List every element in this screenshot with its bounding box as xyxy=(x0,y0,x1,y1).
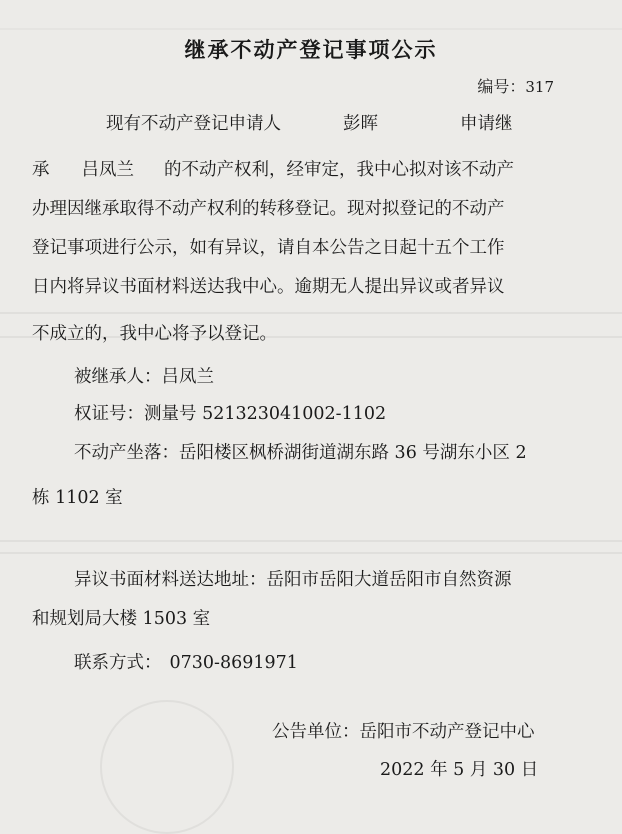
address-value-line1: 岳阳市岳阳大道岳阳市自然资源 xyxy=(266,570,512,590)
body-line-1 xyxy=(106,112,513,136)
issuer-label: 公告单位： xyxy=(272,722,360,742)
decedent-label: 被继承人： xyxy=(74,367,162,387)
faded-seal-shadow xyxy=(100,700,234,834)
inherit-char: 承 xyxy=(32,160,50,180)
body-line-2-text: 的不动产权利，经审定，我中心拟对该不动产 xyxy=(164,160,514,180)
body-line-6: 不成立的，我中心将予以登记。 xyxy=(32,324,277,344)
decedent-inline: 吕凤兰 xyxy=(81,160,134,180)
notice-number xyxy=(477,74,554,97)
location-field xyxy=(74,441,527,465)
intro-text: 现有不动产登记申请人 xyxy=(106,114,281,134)
number-label: 编号： xyxy=(477,77,526,96)
cert-field xyxy=(74,402,386,426)
body-line-2 xyxy=(32,158,514,182)
decedent-field xyxy=(74,365,214,389)
scan-bleed-line xyxy=(0,28,622,30)
scan-bleed-line xyxy=(0,552,622,554)
scan-bleed-line xyxy=(0,312,622,314)
apply-inherit-text: 申请继 xyxy=(460,114,513,134)
scan-bleed-line xyxy=(0,540,622,542)
applicant-name: 彭晖 xyxy=(343,114,378,134)
contact-field xyxy=(74,651,298,675)
contact-label: 联系方式： xyxy=(74,653,162,673)
notice-title: 继承不动产登记事项公示 xyxy=(184,38,438,62)
body-line-4: 登记事项进行公示，如有异议，请自本公告之日起十五个工作 xyxy=(32,238,505,258)
issuer-value: 岳阳市不动产登记中心 xyxy=(359,722,535,742)
address-field xyxy=(74,568,512,592)
address-label: 异议书面材料送达地址： xyxy=(74,570,267,590)
location-label: 不动产坐落： xyxy=(74,443,179,463)
decedent-value: 吕凤兰 xyxy=(161,367,214,387)
address-value-line2: 和规划局大楼 1503 室 xyxy=(32,609,211,629)
contact-value: 0730-8691971 xyxy=(169,653,298,673)
number-value: 317 xyxy=(525,78,554,96)
body-line-5: 日内将异议书面材料送达我中心。逾期无人提出异议或者异议 xyxy=(32,277,505,297)
cert-label: 权证号： xyxy=(74,404,144,424)
issuer-field xyxy=(272,720,535,744)
cert-value: 测量号 521323041002-1102 xyxy=(144,404,387,424)
location-value-line2: 栋 1102 室 xyxy=(32,488,123,508)
location-value-line1: 岳阳楼区枫桥湖街道湖东路 36 号湖东小区 2 xyxy=(179,443,527,463)
notice-date: 2022 年 5 月 30 日 xyxy=(380,760,539,780)
body-line-3: 办理因继承取得不动产权利的转移登记。现对拟登记的不动产 xyxy=(32,199,505,219)
